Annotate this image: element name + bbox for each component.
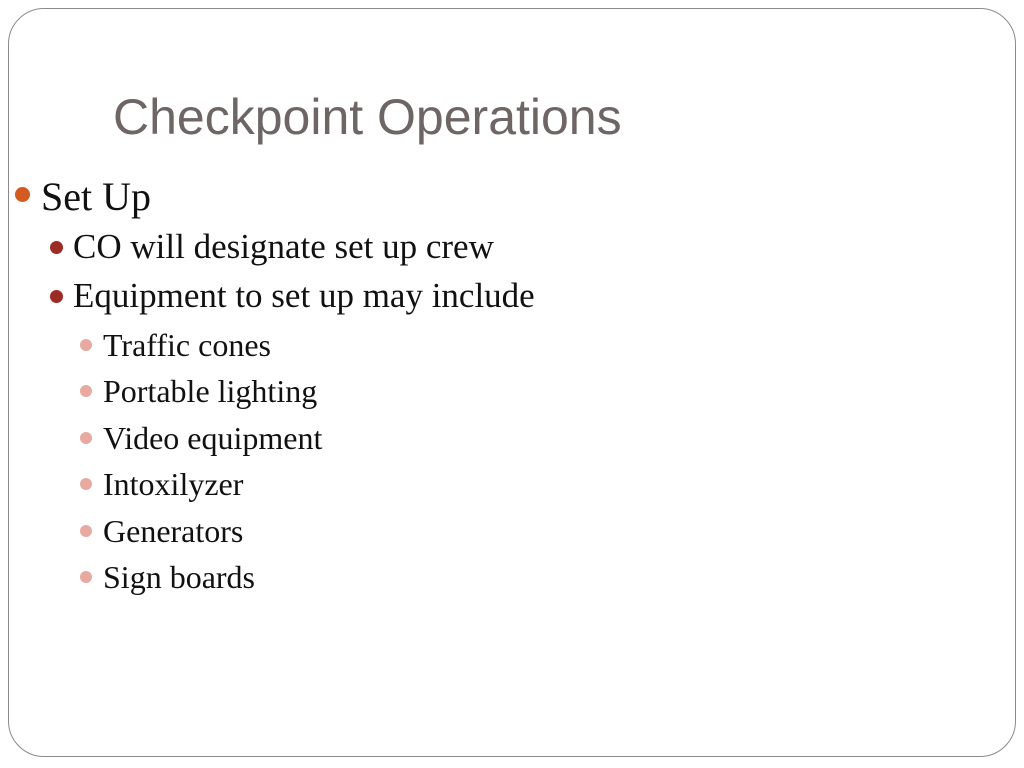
bullet-intoxilyzer: Intoxilyzer [103,466,244,502]
bullet-icon [80,478,92,490]
bullet-portable-lighting: Portable lighting [103,373,318,409]
bullet-icon [15,187,30,202]
bullet-co-designate-crew: CO will designate set up crew [73,227,494,266]
bullet-equipment-include: Equipment to set up may include [73,276,535,315]
bullet-generators: Generators [103,513,244,549]
bullet-video-equipment: Video equipment [103,420,323,456]
bullet-icon [80,525,92,537]
bullet-icon [80,385,92,397]
bullet-sign-boards: Sign boards [103,559,255,595]
bullet-icon [80,432,92,444]
bullet-icon [80,339,92,351]
bullet-icon [50,241,63,254]
bullet-set-up: Set Up [41,174,151,219]
bullet-icon [50,290,63,303]
bullet-icon [80,571,92,583]
slide-title: Checkpoint Operations [113,89,622,145]
bullet-traffic-cones: Traffic cones [103,327,271,363]
